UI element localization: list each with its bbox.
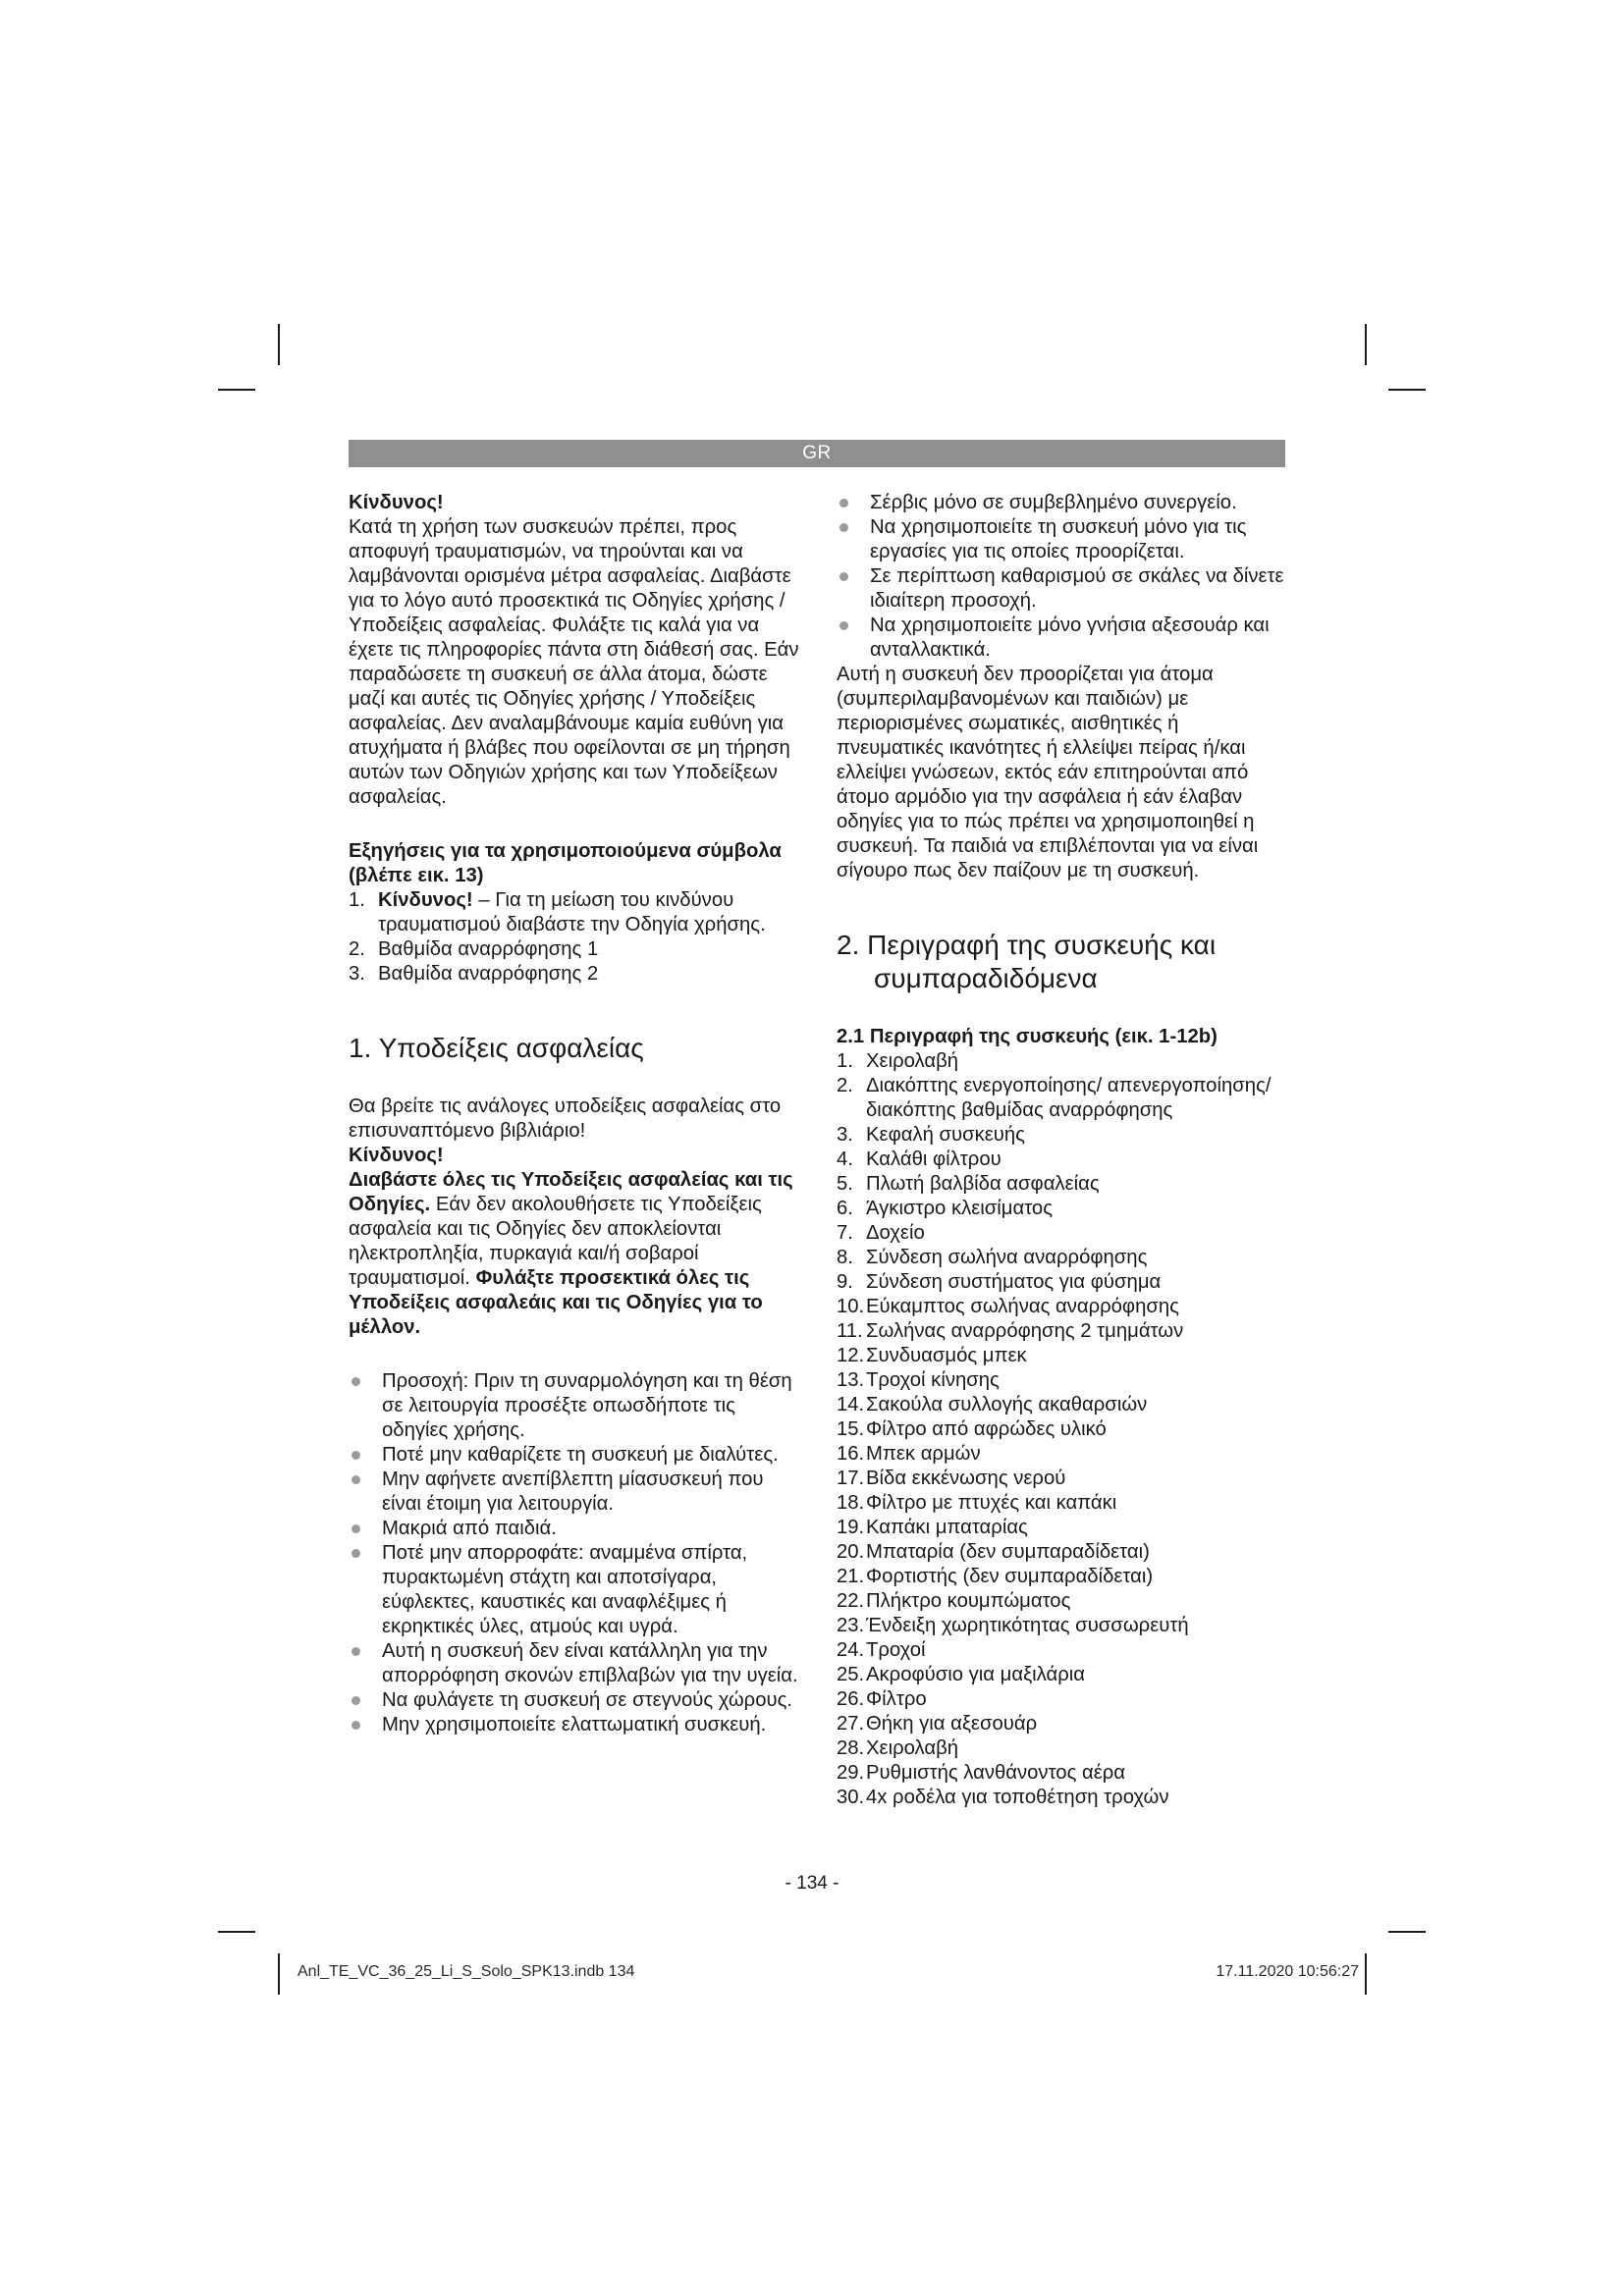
parts-list-item: 20. Μπαταρία (δεν συμπαραδίδεται) xyxy=(837,1541,1150,1563)
parts-list-item: 17. Βίδα εκκένωσης νερού xyxy=(837,1468,1066,1489)
parts-list-item: 27. Θήκη για αξεσουάρ xyxy=(837,1713,1038,1735)
parts-list-item: 29. Ρυθμιστής λανθάνοντος αέρα xyxy=(837,1762,1126,1784)
crop-mark xyxy=(1388,389,1426,391)
list-item: Προσοχή: Πριν τη συναρμολόγηση και τη θέση σε λειτουργία προσέξτε οπωσδήποτε τις οδηγίες χρήσης. xyxy=(349,1369,800,1443)
bullet-icon xyxy=(352,1524,360,1533)
list-item: 1. Κίνδυνος! – Για τη μείωση του κινδύνου τραυματισμού διαβάστε την Οδηγία χρήσης. xyxy=(349,889,766,935)
crop-mark xyxy=(1388,1931,1426,1933)
bullet-icon xyxy=(352,1647,360,1656)
crop-mark xyxy=(278,1953,280,1995)
bullet-icon xyxy=(839,621,848,630)
parts-list-item: 8. Σύνδεση σωλήνα αναρρόφησης xyxy=(837,1247,1148,1268)
bullet-icon xyxy=(352,1377,360,1386)
list-item: Σε περίπτωση καθαρισμού σε σκάλες να δίνετε ιδιαίτερη προσοχή. xyxy=(837,564,1288,614)
parts-list-item: 3. Κεφαλή συσκευής xyxy=(837,1124,1025,1146)
intro-paragraph: Κατά τη χρήση των συσκευών πρέπει, προς αποφυγή τραυματισμών, να τηρούνται και να λαμβάνονται ορισμένα μέτρα ασφαλείας. Διαβάστε για το λόγο αυτό προσεκτικά τις Οδηγίες χρήσης / Υποδείξεις ασφαλείας. Φυλάξτε τις καλά για να έχετε τις πληροφορίες πάντα στη διάθεσή σας. Εάν παραδώσετε τη συσκευή σε άλλα άτομα, δώστε μαζί και αυτές τις Οδηγίες χρήσης / Υποδείξεις ασφαλείας. Δεν αναλαμβάνουμε καμία ευθύνη για ατυχήματα ή βλάβες που οφείλονται σε μη τήρηση αυτών των Οδηγιών χρήσης και των Υποδείξεων ασφαλείας. xyxy=(349,516,799,808)
bullet-icon xyxy=(352,1696,360,1705)
parts-list-item: 4. Καλάθι φίλτρου xyxy=(837,1148,1001,1170)
crop-mark xyxy=(278,324,280,365)
section-heading-safety: 1. Υποδείξεις ασφαλείας xyxy=(349,1033,644,1063)
list-item: Να χρησιμοποιείτε μόνο γνήσια αξεσουάρ και ανταλλακτικά. xyxy=(837,614,1288,663)
list-item: Σέρβις μόνο σε συμβεβλημένο συνεργείο. xyxy=(837,491,1288,515)
parts-list-item: 23. Ένδειξη χωρητικότητας συσσωρευτή xyxy=(837,1615,1189,1636)
symbols-list xyxy=(349,888,800,987)
section-heading-description-cont: συμπαραδιδόμενα xyxy=(874,963,1098,993)
parts-list-item: 22. Πλήκτρο κουμπώματος xyxy=(837,1590,1071,1612)
list-item: Να φυλάγετε τη συσκευή σε στεγνούς χώρους. xyxy=(349,1688,800,1713)
parts-list-item: 13. Τροχοί κίνησης xyxy=(837,1369,1000,1391)
bullet-icon xyxy=(352,1549,360,1558)
parts-list-item: 15. Φίλτρο από αφρώδες υλικό xyxy=(837,1418,1107,1440)
bullet-icon xyxy=(839,572,848,581)
bullet-icon xyxy=(352,1475,360,1484)
parts-list-item: 5. Πλωτή βαλβίδα ασφαλείας xyxy=(837,1173,1100,1195)
page-number: - 134 - xyxy=(785,1873,839,1894)
parts-list-item: 1. Χειρολαβή xyxy=(837,1050,959,1072)
list-item: Ποτέ μην καθαρίζετε τη συσκευή με διαλύτες. xyxy=(349,1443,800,1468)
parts-list-item: 26. Φίλτρο xyxy=(837,1688,927,1710)
parts-list-item: 12. Συνδυασμός μπεκ xyxy=(837,1345,1027,1366)
list-item: Μακριά από παιδιά. xyxy=(349,1517,800,1541)
section-heading-description: 2. Περιγραφή της συσκευής και xyxy=(837,930,1217,960)
list-item: 3. Βαθμίδα αναρρόφησης 2 xyxy=(349,963,599,985)
crop-mark xyxy=(218,1931,255,1933)
crop-mark xyxy=(1365,1953,1367,1995)
parts-list xyxy=(837,1049,1288,1810)
list-item: Μην αφήνετε ανεπίβλεπτη μίασυσκευή που είναι έτοιμη για λειτουργία. xyxy=(349,1468,800,1517)
list-item: Αυτή η συσκευή δεν είναι κατάλληλη για την απορρόφηση σκονών επιβλαβών για την υγεία. xyxy=(349,1639,800,1688)
bullet-icon xyxy=(352,1451,360,1460)
parts-list-item: 11. Σωλήνας αναρρόφησης 2 τμημάτων xyxy=(837,1320,1184,1342)
language-header-bar: GR xyxy=(349,440,1285,467)
parts-list-item: 28. Χειρολαβή xyxy=(837,1737,959,1759)
bullet-icon xyxy=(839,523,848,532)
list-item: 2. Βαθμίδα αναρρόφησης 1 xyxy=(349,938,599,960)
right-column xyxy=(837,491,1288,1810)
parts-list-item: 19. Καπάκι μπαταρίας xyxy=(837,1517,1028,1538)
crop-mark xyxy=(1365,324,1367,365)
parts-list-item: 10. Εύκαμπτος σωλήνας αναρρόφησης xyxy=(837,1296,1179,1317)
service-bullets xyxy=(837,491,1288,663)
parts-list-item: 25. Ακροφύσιο για μαξιλάρια xyxy=(837,1664,1085,1685)
parts-list-item: 18. Φίλτρο με πτυχές και καπάκι xyxy=(837,1492,1117,1514)
bullet-icon xyxy=(352,1721,360,1730)
safety-bullets xyxy=(349,1369,800,1737)
footer-timestamp: 17.11.2020 10:56:27 xyxy=(1216,1963,1359,1980)
safety-danger-title: Κίνδυνος! xyxy=(349,1145,444,1166)
parts-list-item: 9. Σύνδεση συστήματος για φύσημα xyxy=(837,1271,1162,1293)
parts-list-item: 30. 4x ροδέλα για τοποθέτηση τροχών xyxy=(837,1787,1169,1808)
footer-filename: Anl_TE_VC_36_25_Li_S_Solo_SPK13.indb 134 xyxy=(298,1963,635,1980)
parts-list-item: 14. Σακούλα συλλογής ακαθαρσιών xyxy=(837,1394,1148,1415)
parts-list-item: 24. Τροχοί xyxy=(837,1639,926,1661)
safety-intro: Θα βρείτε τις ανάλογες υποδείξεις ασφαλείας στο επισυναπτόμενο βιβλιάριο! xyxy=(349,1095,782,1142)
parts-list-item: 21. Φορτιστής (δεν συμπαραδίδεται) xyxy=(837,1566,1154,1587)
bullet-icon xyxy=(839,499,848,507)
left-column xyxy=(349,491,800,1737)
list-item: Να χρησιμοποιείτε τη συσκευή μόνο για τις εργασίες για τις οποίες προορίζεται. xyxy=(837,515,1288,564)
safety-warning: Διαβάστε όλες τις Υποδείξεις ασφαλείας και τις Οδηγίες. Εάν δεν ακολουθήσετε τις Υποδείξεις ασφαλεία και τις Οδηγίες δεν αποκλείονται ηλεκτροπληξία, πυρκαγιά και/ή σοβαροί τραυματισμοί. Φυλάξτε προσεκτικά όλες τις Υποδείξεις ασφαλεάις και τις Οδηγίες για το μέλλον. xyxy=(349,1169,793,1338)
parts-list-item: 6. Άγκιστρο κλεισίματος xyxy=(837,1198,1053,1219)
crop-mark xyxy=(218,389,255,391)
danger-title: Κίνδυνος! xyxy=(349,492,444,513)
list-item: Ποτέ μην απορροφάτε: αναμμένα σπίρτα, πυρακτωμένη στάχτη και αποτσίγαρα, εύφλεκτες, καυστικές και αναφλέξιμες ή εκρηκτικές ύλες, ατμούς και υγρά. xyxy=(349,1541,800,1639)
symbols-heading: Εξηγήσεις για τα χρησιμοποιούμενα σύμβολα (βλέπε εικ. 13) xyxy=(349,840,782,886)
children-paragraph: Αυτή η συσκευή δεν προορίζεται για άτομα (συμπεριλαμβανομένων και παιδιών) με περιορισμένες σωματικές, αισθητικές ή πνευματικές ικανότητες ή ελλείψει πείρας ή/και ελλείψει γνώσεων, εκτός εάν επιτηρούνται από άτομο αρμόδιο για την ασφάλεια ή εάν έλαβαν οδηγίες για το πώς πρέπει να χρησιμοποιηθεί η συσκευή. Τα παιδιά να επιβλέπονται για να είναι σίγουρο πως δεν παίζουν με τη συσκευή. xyxy=(837,664,1259,881)
parts-list-item: 16. Μπεκ αρμών xyxy=(837,1443,981,1465)
parts-list-item: 2. Διακόπτης ενεργοποίησης/ απενεργοποίησης/διακόπτης βαθμίδας αναρρόφησης xyxy=(837,1075,1272,1121)
list-item: Μην χρησιμοποιείτε ελαττωματική συσκευή. xyxy=(349,1713,800,1737)
parts-list-item: 7. Δοχείο xyxy=(837,1222,925,1244)
subsection-heading: 2.1 Περιγραφή της συσκευής (εικ. 1-12b) xyxy=(837,1026,1218,1047)
